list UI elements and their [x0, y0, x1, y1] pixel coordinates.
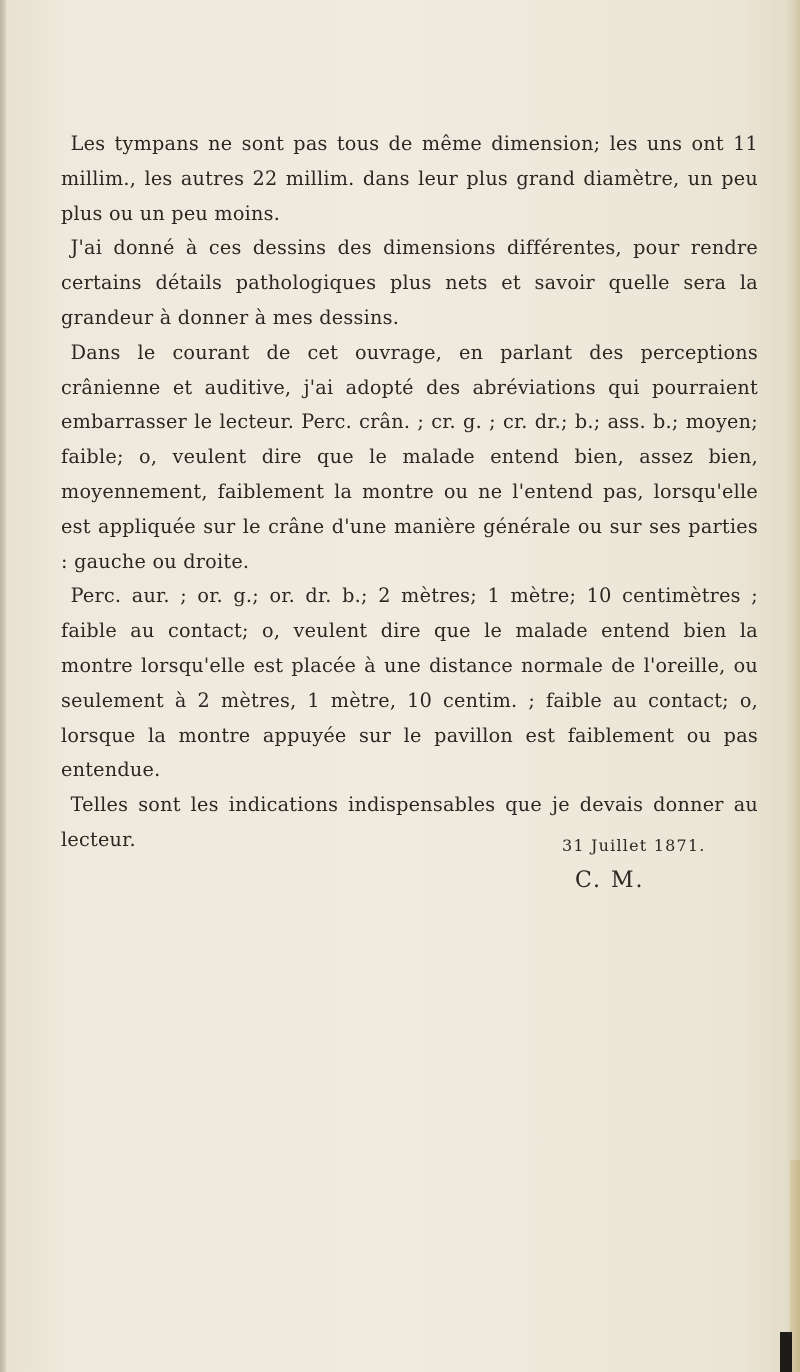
body-text	[61, 127, 758, 858]
page-left-edge	[0, 0, 6, 1372]
paragraph-tympans: Les tympans ne sont pas tous de même dimension; les uns ont 11 millim., les autres 22 millim. dans leur plus grand diamètre, un peu plus ou un peu moins.	[61, 132, 758, 225]
binding-corner-mark	[780, 1332, 792, 1372]
paragraph-dessins: J'ai donné à ces dessins des dimensions différentes, pour rendre certains détails pathologiques plus nets et savoir quelle sera la grandeur à donner à mes dessins.	[61, 236, 758, 329]
signature-date: 31 Juillet 1871.	[562, 836, 706, 855]
paragraph-abreviations-cranienne: Dans le courant de cet ouvrage, en parlant des perceptions crânienne et auditive, j'ai adopté des abréviations qui pourraient embarrasser le lecteur. Perc. crân. ; cr. g. ; cr. dr.; b.; ass. b.; moyen; faible; o, veulent dire que le malade entend bien, assez bien, moyennement, faiblement la montre ou ne l'entend pas, lorsqu'elle est appliquée sur le crâne d'une manière générale ou sur ses parties : gauche ou droite.	[61, 340, 758, 573]
paragraph-abreviations-auriculaire: Perc. aur. ; or. g.; or. dr. b.; 2 mètres; 1 mètre; 10 centimètres ; faible au contact; o, veulent dire que le malade entend bien la montre lorsqu'elle est placée à une distance normale de l'oreille, ou seulement à 2 mètres, 1 mètre, 10 centim. ; faible au contact; o, lorsque la montre appuyée sur le pavillon est faiblement ou pas entendue.	[61, 584, 758, 782]
paragraph-conclusion: Telles sont les indications indispensables que je devais donner au lecteur.	[61, 793, 758, 851]
signature-initials: C. M.	[575, 868, 645, 893]
